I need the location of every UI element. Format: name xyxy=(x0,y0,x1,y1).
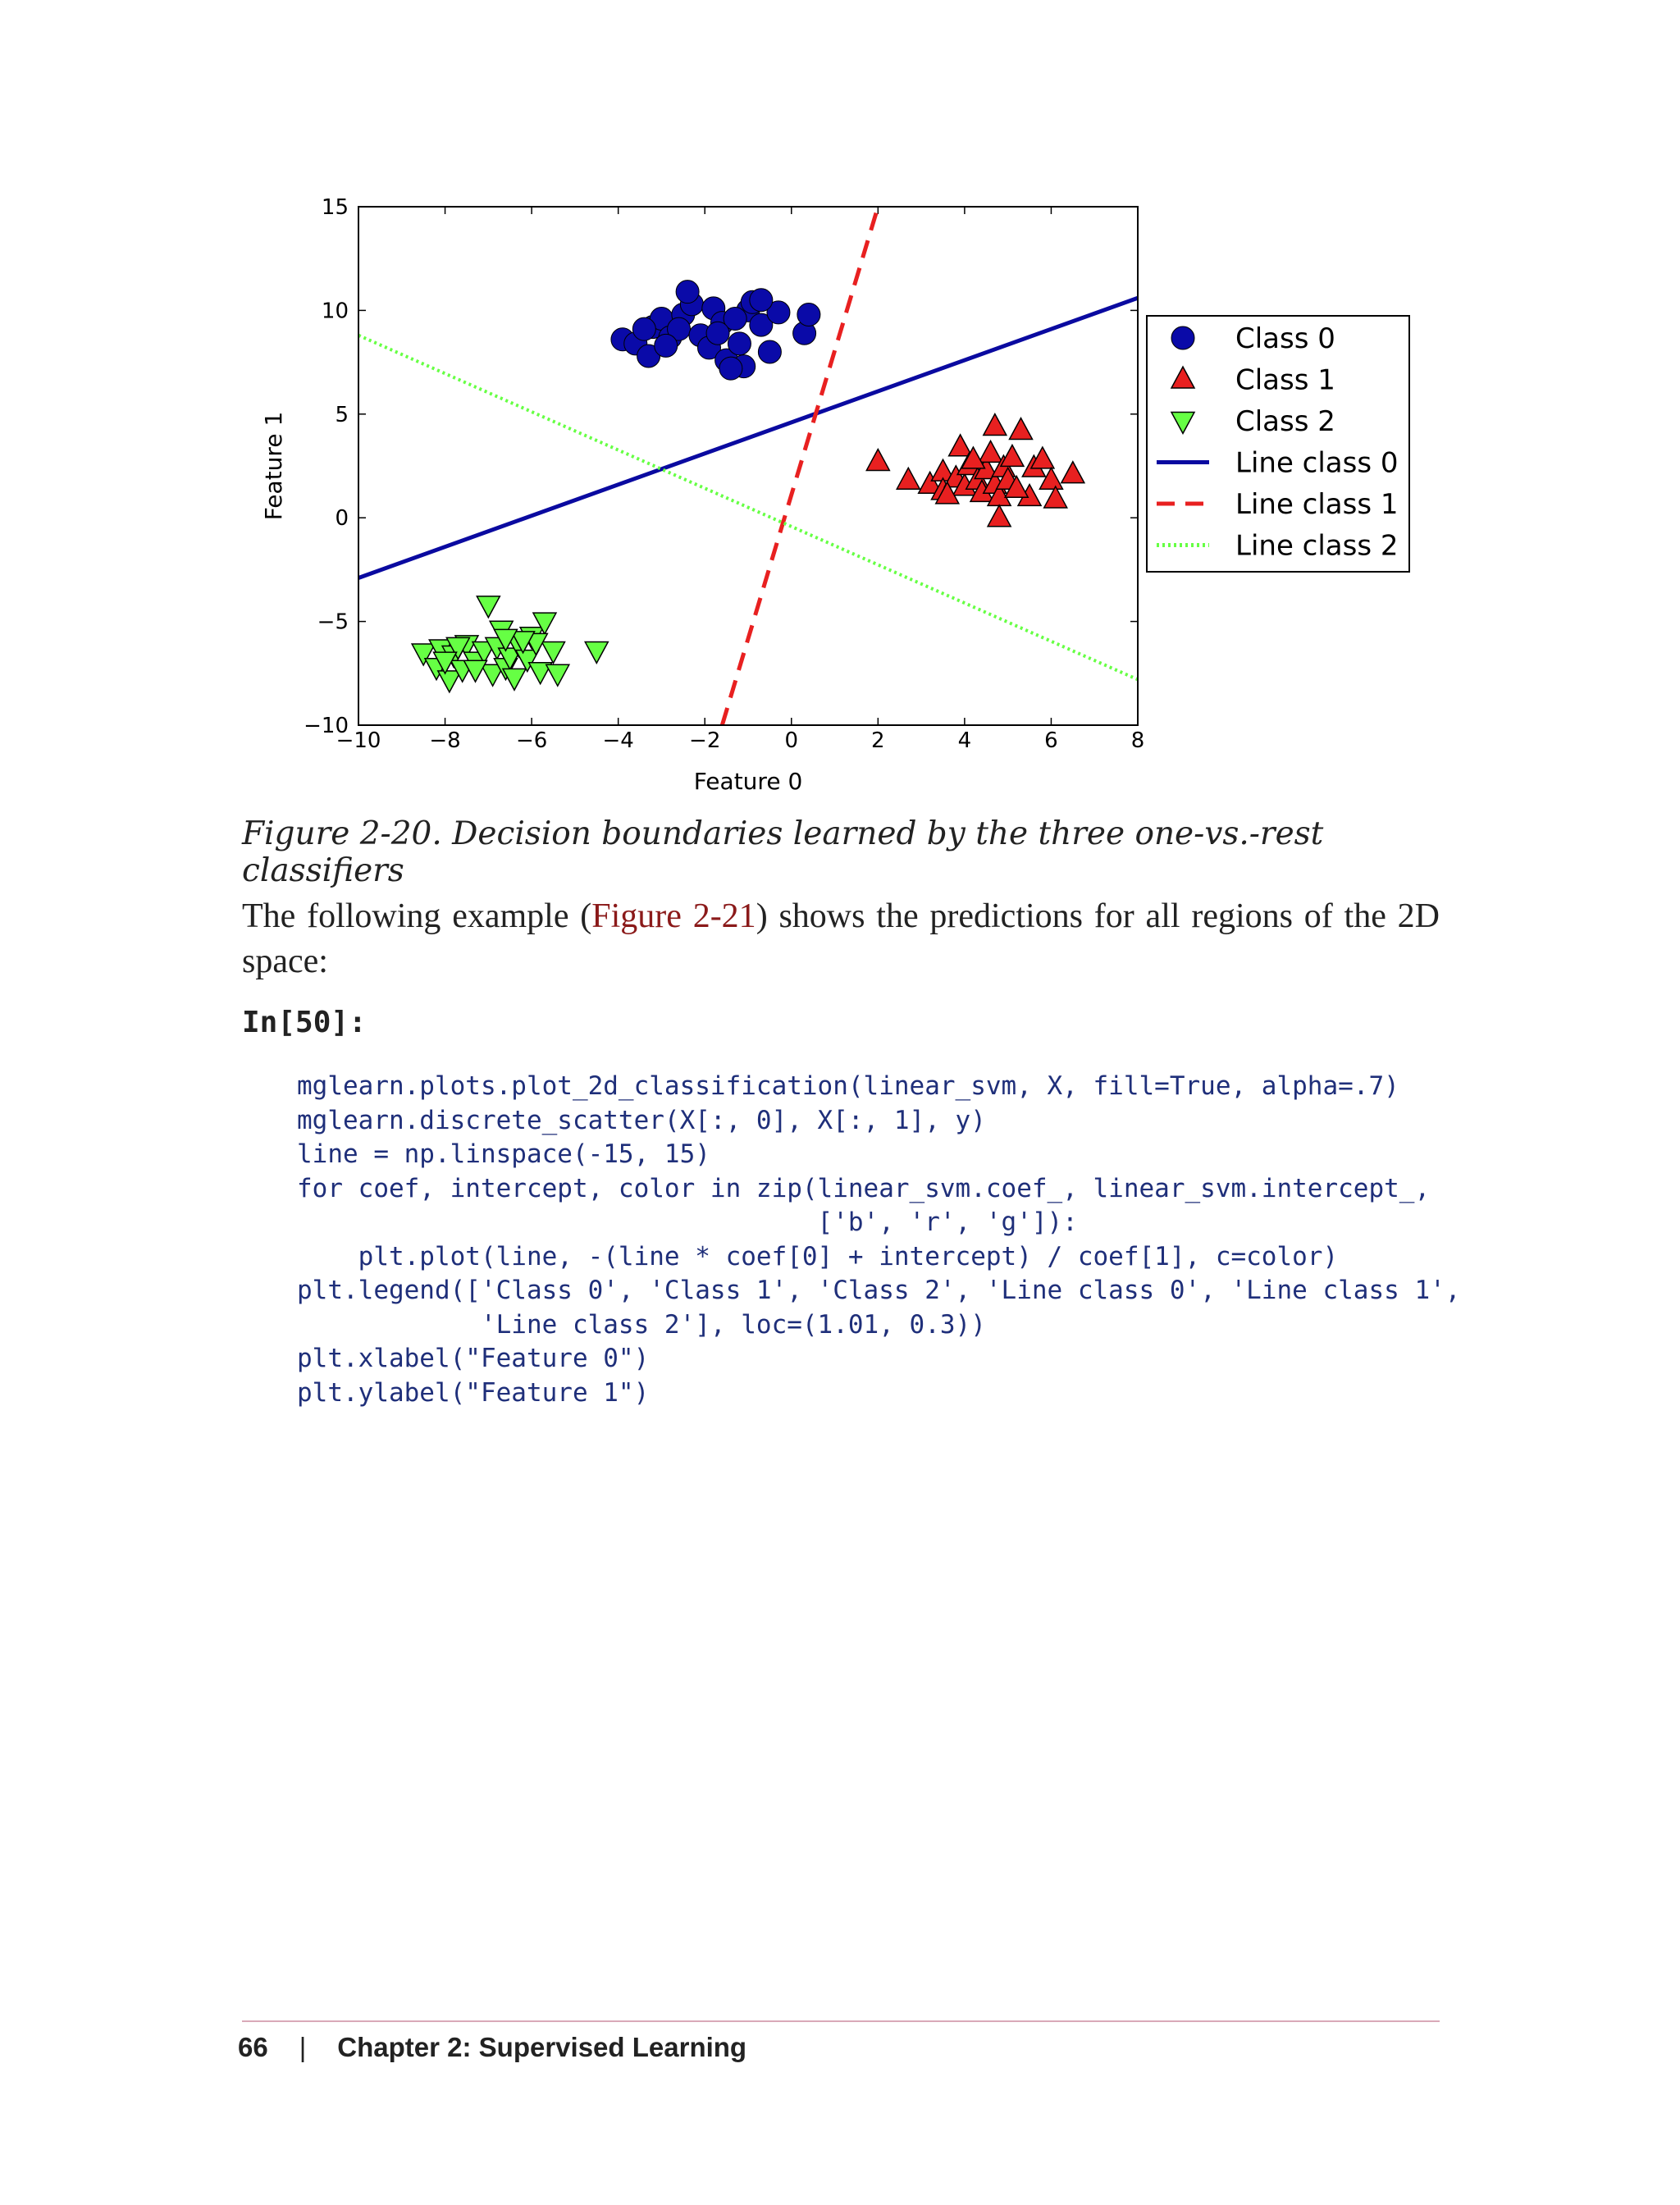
figure-cross-reference-link[interactable]: Figure 2-21 xyxy=(591,897,756,935)
data-point xyxy=(984,414,1007,436)
code-block xyxy=(297,1070,1460,1410)
body-paragraph xyxy=(242,894,1440,984)
data-point xyxy=(1039,468,1062,489)
code-line: plt.legend(['Class 0', 'Class 1', 'Class 2', 'Line class 0', 'Line class 1', xyxy=(297,1276,1461,1305)
data-point xyxy=(866,450,889,471)
legend-label: Class 2 xyxy=(1235,405,1335,438)
data-point xyxy=(758,340,781,363)
figure-caption: Figure 2-20. Decision boundaries learned by the three one-vs.-rest classifiers xyxy=(242,815,1324,889)
x-tick-label: −10 xyxy=(336,728,381,753)
paragraph-text-after: ) shows the predictions for all regions of the 2D space: xyxy=(242,897,1440,980)
x-axis-label: Feature 0 xyxy=(693,768,803,795)
series-line xyxy=(722,207,878,725)
x-tick-label: 0 xyxy=(784,728,799,753)
legend-swatch xyxy=(1171,326,1194,349)
decision-boundary-chart xyxy=(0,0,1680,829)
legend-label: Line class 0 xyxy=(1235,446,1399,480)
legend xyxy=(1147,316,1409,572)
legend-label: Line class 2 xyxy=(1235,529,1399,563)
page-footer xyxy=(238,2032,746,2063)
data-point xyxy=(438,671,461,692)
data-point xyxy=(676,281,699,304)
y-tick-label: 15 xyxy=(321,195,349,220)
code-line: mglearn.plots.plot_2d_classification(linear_svm, X, fill=True, alpha=.7) xyxy=(297,1071,1399,1101)
scatter-points xyxy=(412,281,1084,692)
code-line: plt.ylabel("Feature 1") xyxy=(297,1377,650,1408)
data-point xyxy=(585,641,608,663)
data-point xyxy=(949,435,972,456)
y-tick-label: 0 xyxy=(335,506,349,532)
data-point xyxy=(546,664,569,686)
data-point xyxy=(477,596,500,618)
y-axis-label: Feature 1 xyxy=(260,411,287,521)
data-point xyxy=(706,322,729,345)
y-tick-label: −10 xyxy=(304,714,349,738)
data-point xyxy=(1010,418,1033,440)
x-tick-label: 4 xyxy=(957,728,972,753)
series-line xyxy=(358,336,1138,680)
x-tick-label: −2 xyxy=(689,728,721,753)
x-tick-label: −4 xyxy=(602,728,634,753)
x-tick-label: −6 xyxy=(515,728,548,753)
code-line: line = np.linspace(-15, 15) xyxy=(297,1139,710,1169)
tick-labels xyxy=(304,195,1144,753)
y-tick-label: 10 xyxy=(321,299,349,324)
data-point xyxy=(979,441,1002,462)
code-line: for coef, intercept, color in zip(linear_svm.coef_, linear_svm.intercept_, xyxy=(297,1173,1431,1203)
legend-label: Line class 1 xyxy=(1235,488,1399,521)
code-line: mglearn.discrete_scatter(X[:, 0], X[:, 1], y) xyxy=(297,1105,986,1135)
legend-label: Class 1 xyxy=(1235,363,1335,397)
x-tick-label: 6 xyxy=(1044,728,1058,753)
code-cell-prompt: In[50]: xyxy=(242,1006,367,1039)
data-point xyxy=(797,303,820,326)
footer-separator: | xyxy=(299,2032,307,2062)
legend-label: Class 0 xyxy=(1235,322,1335,355)
code-line: 'Line class 2'], loc=(1.01, 0.3)) xyxy=(297,1309,986,1340)
data-point xyxy=(719,357,742,380)
y-tick-label: 5 xyxy=(335,402,349,427)
x-tick-label: 2 xyxy=(871,728,885,753)
chapter-title: Chapter 2: Supervised Learning xyxy=(337,2032,747,2062)
page-number: 66 xyxy=(238,2032,268,2062)
data-point xyxy=(750,289,773,312)
code-line: plt.xlabel("Feature 0") xyxy=(297,1344,650,1373)
data-point xyxy=(988,505,1011,527)
data-point xyxy=(632,317,655,340)
data-point xyxy=(897,468,920,489)
data-point xyxy=(728,332,751,355)
data-point xyxy=(542,641,565,663)
footer-rule xyxy=(242,2020,1440,2022)
x-tick-label: 8 xyxy=(1130,728,1145,753)
data-point xyxy=(655,334,678,357)
y-tick-label: −5 xyxy=(317,609,349,635)
code-line: plt.plot(line, -(line * coef[0] + intercept) / coef[1], c=color) xyxy=(297,1241,1339,1271)
code-line: ['b', 'r', 'g']): xyxy=(297,1208,1078,1237)
paragraph-text-before: The following example ( xyxy=(242,897,592,935)
x-tick-label: −8 xyxy=(429,728,461,753)
data-point xyxy=(1061,462,1084,483)
